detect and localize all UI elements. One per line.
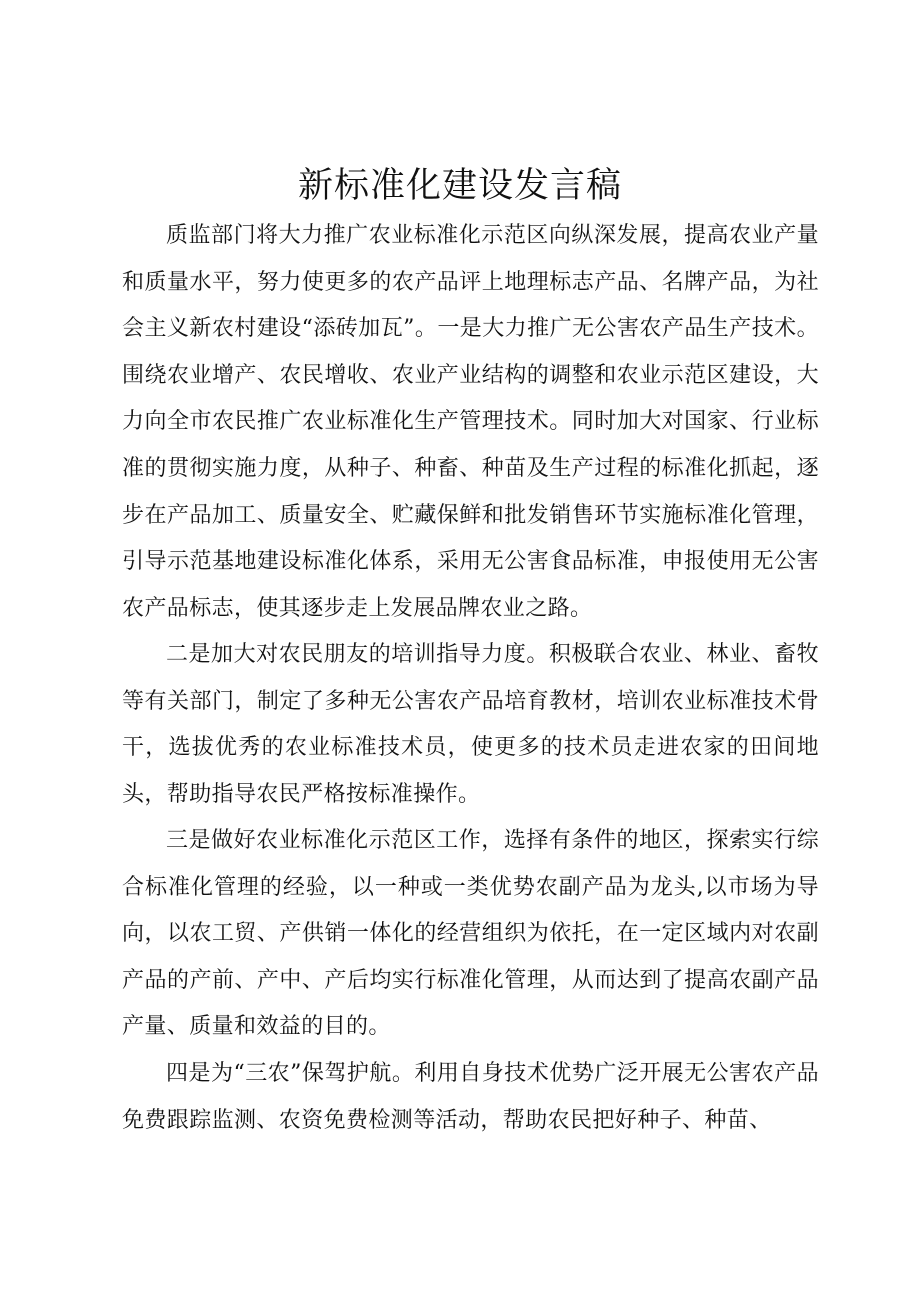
document-title: 新标准化建设发言稿: [297, 166, 622, 206]
paragraph-3: 三是做好农业标准化示范区工作，选择有条件的地区，探索实行综合标准化管理的经验，以一种或一类优势农副产品为龙头,以市场为导向，以农工贸、产供销一体化的经营组织为依托，在一定区域内对农副产品的产前、产中、产后均实行标准化管理，从而达到了提高农副产品产量、质量和效益的目的。: [122, 828, 819, 1040]
paragraph-4: 四是为“三农”保驾护航。利用自身技术优势广泛开展无公害农产品免费跟踪监测、农资免费检测等活动，帮助农民把好种子、种苗、: [122, 1061, 819, 1133]
paragraph-2: 二是加大对农民朋友的培训指导力度。积极联合农业、林业、畜牧等有关部门，制定了多种无公害农产品培育教材，培训农业标准技术骨干，选拔优秀的农业标准技术员，使更多的技术员走进农家的田间地头，帮助指导农民严格按标准操作。: [122, 642, 819, 807]
paragraph-1: 质监部门将大力推广农业标准化示范区向纵深发展，提高农业产量和质量水平，努力使更多的农产品评上地理标志产品、名牌产品，为社会主义新农村建设“添砖加瓦”。一是大力推广无公害农产品生产技术。围绕农业增产、农民增收、农业产业结构的调整和农业示范区建设，大力向全市农民推广农业标准化生产管理技术。同时加大对国家、行业标准的贯彻实施力度，从种子、种畜、种苗及生产过程的标准化抓起，逐步在产品加工、质量安全、贮藏保鲜和批发销售环节实施标准化管理，引导示范基地建设标准化体系，采用无公害食品标准，申报使用无公害农产品标志，使其逐步走上发展品牌农业之路。: [122, 223, 819, 621]
